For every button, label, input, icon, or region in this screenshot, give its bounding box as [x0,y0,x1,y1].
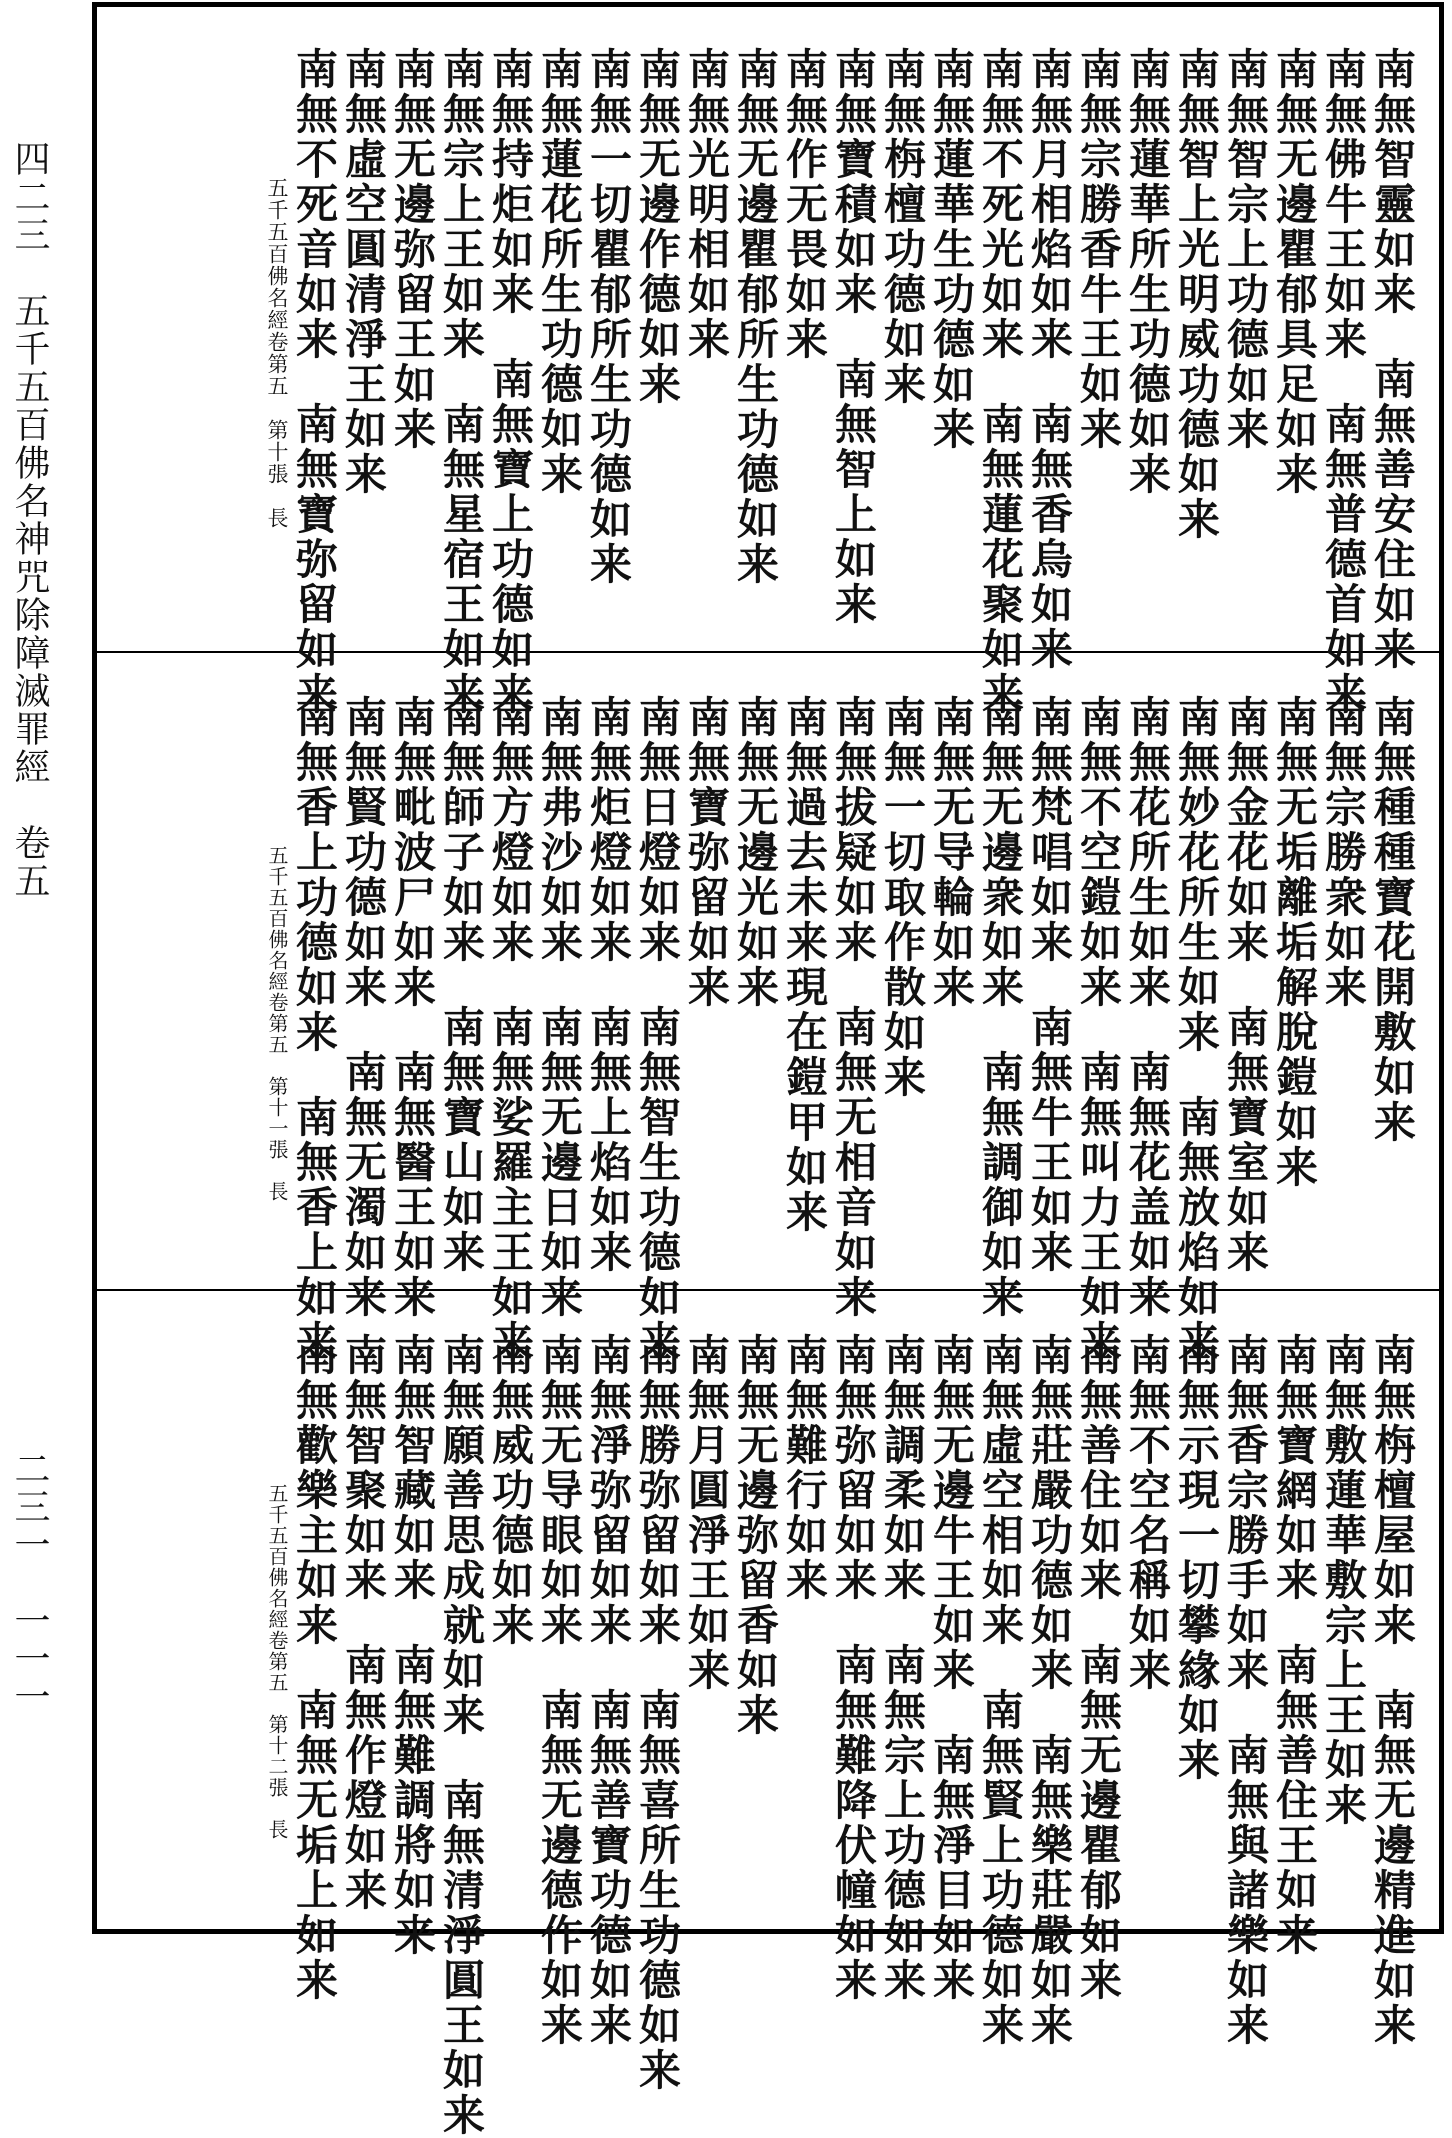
text-column [1074,1333,1123,2003]
buddha-name: 南無蓮華所生功德如来 [1123,47,1172,497]
text-column [780,47,829,637]
buddha-name: 南無醫王如来 [388,1050,437,1320]
buddha-name: 南無智生功德如来 [633,1005,682,1365]
text-column [1025,695,1074,1275]
text-column [437,695,486,1275]
buddha-name: 南無无相音如来 [829,1005,878,1320]
text-column [633,47,682,637]
text-column [290,1333,339,2003]
buddha-name: 南無无垢離垢解脫鎧如来 [1270,695,1319,1190]
buddha-name: 南無叫力王如来 [1074,1050,1123,1365]
buddha-name: 南無普德首如来 [1319,402,1368,717]
text-column [437,1333,486,2138]
text-column [976,1333,1025,2048]
text-column [829,695,878,1320]
buddha-name: 南無智聚如来 [339,1333,388,1603]
text-column [486,695,535,1365]
text-column [1221,695,1270,1275]
text-column [535,47,584,637]
buddha-name: 南無妙花所生如来 [1172,695,1221,1055]
text-column [633,1333,682,2093]
block-colophon: 五千五百佛名經卷第五 第十一張 長 [265,845,289,1202]
buddha-name: 南無勝弥留如来 [633,1333,682,1648]
text-column [1172,47,1221,637]
buddha-name: 南無威功德如来 [486,1333,535,1648]
text-column [1172,695,1221,1365]
buddha-name: 南無善住如来 [1074,1333,1123,1603]
text-column [584,695,633,1275]
buddha-name: 南無无邊瞿郁如来 [1074,1643,1123,2003]
buddha-name: 南無香上如来 [290,1095,339,1365]
buddha-name: 南無與諸樂如来 [1221,1733,1270,2048]
text-column [731,47,780,637]
text-column [682,47,731,637]
buddha-name: 南無佛牛王如来 [1319,47,1368,362]
buddha-name: 南無作燈如来 [339,1643,388,1913]
buddha-name: 南無香烏如来 [1025,402,1074,672]
text-column [1368,47,1417,672]
buddha-name: 南無无垢上如来 [290,1688,339,2003]
buddha-name: 南無智上如来 [829,357,878,627]
buddha-name: 南無上焰如来 [584,1005,633,1275]
text-column [633,695,682,1365]
text-column [1270,695,1319,1275]
buddha-name: 南無善安住如来 [1368,357,1417,672]
buddha-name: 南無寶弥留如来 [682,695,731,1010]
buddha-name: 南無蓮華生功德如来 [927,47,976,452]
buddha-name: 南無虛空圓清淨王如来 [339,47,388,497]
margin-title: 四二三 五千五百佛名神咒除障滅罪經 卷五 [9,140,50,900]
text-column [1270,1333,1319,1958]
buddha-name: 南無善寶功德如来 [584,1688,633,2048]
text-column [1319,695,1368,1275]
buddha-name: 南無无邊瞿郁所生功德如来 [731,47,780,587]
buddha-name: 南無栴檀功德如来 [878,47,927,407]
buddha-name: 南無无邊作德如来 [633,47,682,407]
buddha-name: 南無无导輪如来 [927,695,976,1010]
buddha-name: 南無花所生如来 [1123,695,1172,1010]
text-columns [264,47,1417,717]
text-column [1123,1333,1172,1915]
text-column [1319,1333,1368,1915]
buddha-name: 南無難行如来 [780,1333,829,1603]
buddha-name: 南無虛空相如来 [976,1333,1025,1648]
text-column [535,1333,584,2048]
text-column [535,695,584,1320]
buddha-name: 南無花盖如来 [1123,1050,1172,1320]
buddha-name: 南無弗沙如来 [535,695,584,965]
buddha-name: 南無日燈如来 [633,695,682,965]
buddha-name: 南無智藏如来 [388,1333,437,1603]
buddha-name: 南無月圓淨王如来 [682,1333,731,1693]
buddha-name: 南無香上功德如来 [290,695,339,1055]
buddha-name: 南無无邊弥留王如来 [388,47,437,452]
buddha-name: 南無賢上功德如来 [976,1688,1025,2048]
buddha-name: 南無智宗上功德如来 [1221,47,1270,452]
buddha-name: 南無不空鎧如来 [1074,695,1123,1010]
buddha-name: 南無无邊精進如来 [1368,1688,1417,2048]
buddha-name: 南無清淨圓王如来 [437,1778,486,2138]
buddha-name: 南無寶山如来 [437,1005,486,1275]
text-column [927,47,976,637]
text-column [339,695,388,1320]
buddha-name: 南無一切瞿郁所生功德如来 [584,47,633,587]
text-column [682,695,731,1275]
register-top [97,7,1439,717]
buddha-name: 南無智上光明威功德如来 [1172,47,1221,542]
buddha-name: 南無不死光如来 [976,47,1025,362]
buddha-name: 南無不空名稱如来 [1123,1333,1172,1693]
text-column [1221,47,1270,637]
text-column [437,47,486,717]
buddha-name: 南無敷蓮華敷宗上王如来 [1319,1333,1368,1828]
buddha-name: 南無善住王如来 [1270,1643,1319,1958]
buddha-name: 南無莊嚴功德如来 [1025,1333,1074,1693]
buddha-name: 南無无导眼如来 [535,1333,584,1648]
text-column [927,1333,976,2003]
text-column [780,695,829,1275]
text-column [1172,1333,1221,1915]
register-middle [97,653,1439,1365]
text-column [1123,695,1172,1320]
text-column [1270,47,1319,637]
buddha-name: 南無師子如来 [437,695,486,965]
text-column [1368,695,1417,1275]
text-column [486,1333,535,1915]
buddha-name: 南無一切取作散如来 [878,695,927,1100]
buddha-name: 南無過去未来現在鎧甲如来 [780,695,829,1235]
buddha-name: 南無賢功德如来 [339,695,388,1010]
text-column [584,47,633,637]
buddha-name: 南無星宿王如来 [437,402,486,717]
buddha-name: 南無寶網如来 [1270,1333,1319,1603]
text-column [927,695,976,1275]
buddha-name: 南無无邊日如来 [535,1005,584,1320]
buddha-name: 南無宗上王如来 [437,47,486,362]
text-column [486,47,535,717]
buddha-name: 南無无邊弥留香如来 [731,1333,780,1738]
buddha-name: 南無調柔如来 [878,1333,927,1603]
text-column [388,1333,437,1958]
text-column [1221,1333,1270,2048]
buddha-name: 南無光明相如来 [682,47,731,362]
text-column [1123,47,1172,637]
register-bottom [97,1291,1439,2138]
buddha-name: 南無智靈如来 [1368,47,1417,317]
block-colophon: 五千五百佛名經卷第五 第十張 長 [265,177,289,529]
text-column [388,47,437,637]
buddha-name: 南無香宗勝手如来 [1221,1333,1270,1693]
text-column [339,47,388,637]
buddha-name: 南無宗勝衆如来 [1319,695,1368,1010]
text-column [584,1333,633,2048]
buddha-name: 南無宗上功德如来 [878,1643,927,2003]
buddha-name: 南無蓮花聚如来 [976,402,1025,717]
text-column [682,1333,731,1915]
woodblock-page-frame [92,2,1444,2138]
buddha-name: 南無寶弥留如来 [290,402,339,717]
buddha-name: 南無无邊光如来 [731,695,780,1010]
buddha-name: 南無方燈如来 [486,695,535,965]
buddha-name: 南無无邊衆如来 [976,695,1025,1010]
buddha-name: 南無作无畏如来 [780,47,829,362]
buddha-name: 南無寶上功德如来 [486,357,535,717]
buddha-name: 南無无邊瞿郁具足如来 [1270,47,1319,497]
buddha-name: 南無拔疑如来 [829,695,878,965]
buddha-name: 南無毗波尸如来 [388,695,437,1010]
text-column [731,1333,780,1915]
buddha-name: 南無歡樂主如来 [290,1333,339,1648]
text-column [878,1333,927,2003]
text-column [1319,47,1368,717]
text-column [878,47,927,637]
text-column [829,47,878,637]
buddha-name: 南無金花如来 [1221,695,1270,965]
block-colophon: 五千五百佛名經卷第五 第十二張 長 [265,1483,289,1840]
text-column [829,1333,878,2003]
buddha-name: 南無難降伏幢如来 [829,1643,878,2003]
buddha-name: 南無調御如来 [976,1050,1025,1320]
text-column [780,1333,829,1915]
buddha-name: 南無願善思成就如来 [437,1333,486,1738]
buddha-name: 南無宗勝香牛王如来 [1074,47,1123,452]
buddha-name: 南無淨弥留如来 [584,1333,633,1648]
text-column [290,47,339,717]
text-columns [264,695,1417,1365]
buddha-name: 南無月相焰如来 [1025,47,1074,362]
buddha-name: 南無喜所生功德如来 [633,1688,682,2093]
buddha-name: 南無寶室如来 [1221,1005,1270,1275]
text-column [878,695,927,1275]
margin-page-number: 二三一 一一一 [9,1450,50,1716]
buddha-name: 南無无邊牛王如来 [927,1333,976,1693]
buddha-name: 南無栴檀屋如来 [1368,1333,1417,1648]
buddha-name: 南無寶積如来 [829,47,878,317]
text-column [1025,47,1074,672]
buddha-name: 南無炬燈如来 [584,695,633,965]
buddha-name: 南無蓮花所生功德如来 [535,47,584,497]
text-column [731,695,780,1275]
buddha-name: 南無梵唱如来 [1025,695,1074,965]
buddha-name: 南無種種寶花開敷如来 [1368,695,1417,1145]
buddha-name: 南無娑羅主王如来 [486,1005,535,1365]
text-column [388,695,437,1320]
buddha-name: 南無示現一切攀緣如来 [1172,1333,1221,1783]
buddha-name: 南無无濁如来 [339,1050,388,1320]
buddha-name: 南無樂莊嚴如来 [1025,1733,1074,2048]
buddha-name: 南無牛王如来 [1025,1005,1074,1275]
buddha-name: 南無无邊德作如来 [535,1688,584,2048]
buddha-name: 南無持炬如来 [486,47,535,317]
text-column [1074,695,1123,1365]
buddha-name: 南無淨目如来 [927,1733,976,2003]
buddha-name: 南無弥留如来 [829,1333,878,1603]
text-column [976,47,1025,717]
text-column [1074,47,1123,637]
buddha-name: 南無難調將如来 [388,1643,437,1958]
text-column [1368,1333,1417,2048]
text-column [290,695,339,1365]
buddha-name: 南無不死音如来 [290,47,339,362]
text-column [339,1333,388,1915]
text-column [1025,1333,1074,2048]
text-column [976,695,1025,1320]
text-columns [264,1333,1417,2138]
buddha-name: 南無放焰如来 [1172,1095,1221,1365]
